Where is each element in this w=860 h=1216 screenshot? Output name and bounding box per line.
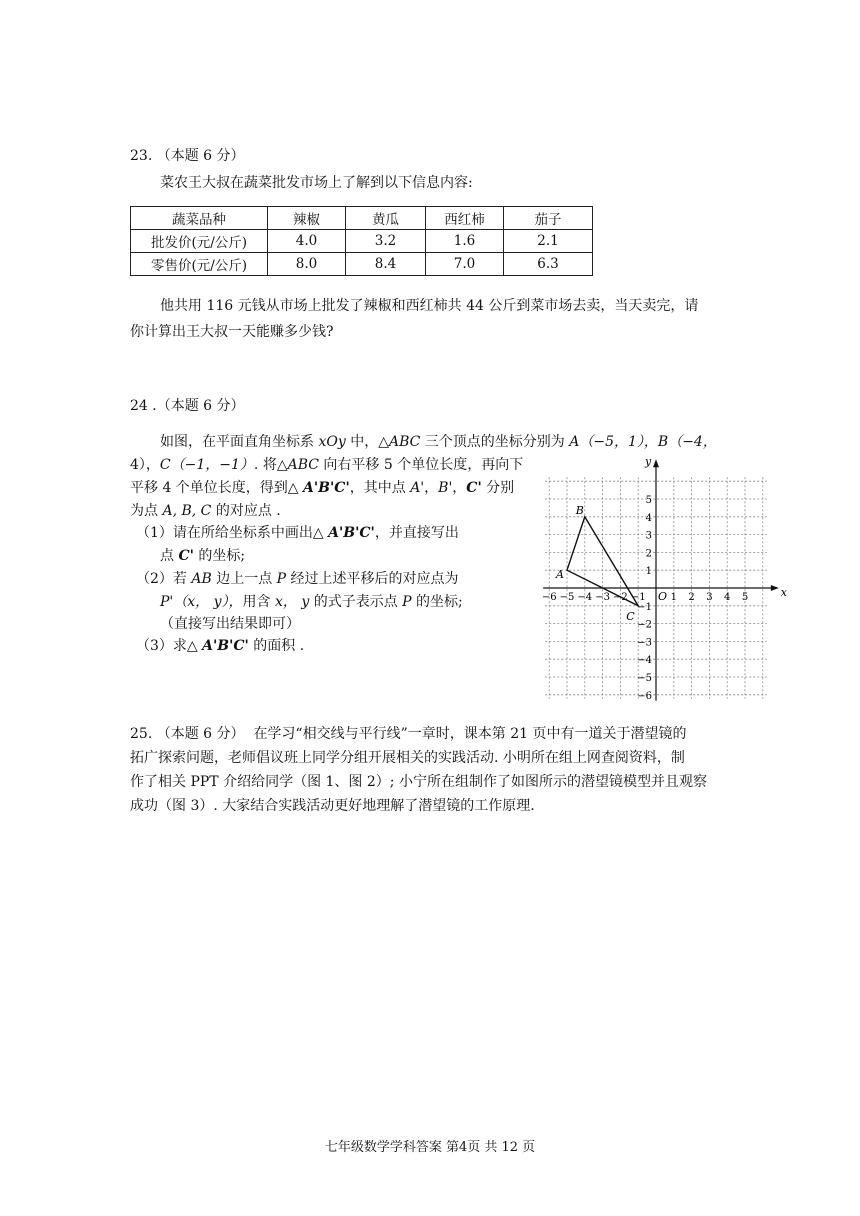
y-tick-label: −5: [637, 673, 652, 684]
table-cell: 8.0: [268, 253, 346, 276]
q24-line3: [130, 478, 514, 498]
coordinate-grid-svg: [541, 455, 796, 706]
table-cell: 4.0: [268, 230, 346, 253]
text: 分别: [481, 480, 515, 496]
text: ABC: [388, 434, 421, 450]
table-cell: 辣椒: [268, 207, 346, 230]
table-cell: 7.0: [426, 253, 504, 276]
q24-line4: [130, 501, 281, 521]
q24-sub3: [136, 636, 304, 656]
q24-sub1: [136, 523, 459, 543]
q24-sub2: [136, 569, 459, 589]
point-label: B: [575, 503, 584, 517]
text: 的式子表示点: [309, 594, 403, 610]
text: ，其中点: [349, 480, 411, 496]
coordinate-grid: [541, 455, 796, 706]
text: 的面积 .: [248, 638, 305, 654]
q25-line1: [130, 724, 686, 744]
text: 的坐标;: [193, 548, 246, 564]
point-label: A: [556, 568, 564, 582]
text: A': [410, 480, 425, 496]
text: C（−1，−1）: [159, 457, 254, 473]
q24-line1: [160, 432, 717, 452]
text: C': [466, 480, 482, 496]
text: B': [438, 480, 453, 496]
q24-header: 24 .（本题 6 分）: [130, 398, 245, 414]
x-tick-label: 1: [670, 592, 677, 603]
y-tick-label: −4: [637, 655, 652, 667]
text: C': [178, 548, 194, 564]
text: xOy: [318, 434, 346, 450]
q25-line3: 作了相关 PPT 介绍给同学（图 1、图 2）; 小宁所在组制作了如图所示的潜望镜模型并且观察: [130, 774, 707, 790]
table-cell: 8.4: [346, 253, 426, 276]
x-tick-label: −6: [541, 592, 557, 603]
x-tick-label: 3: [706, 592, 713, 603]
y-axis-arrow-icon: [653, 459, 659, 467]
text: 的坐标;: [411, 594, 463, 610]
text: （2）若: [136, 571, 192, 587]
x-tick-label: −1: [630, 592, 646, 603]
text: 用含: [242, 594, 275, 610]
text: A（−5，1），B（−4，: [569, 434, 717, 450]
page-footer: 七年级数学学科答案 第4页 共 12 页: [324, 1140, 536, 1155]
y-tick-label: 3: [645, 530, 652, 542]
text: 点: [160, 548, 179, 564]
x-tick-label: −4: [577, 592, 593, 603]
table-cell: 蔬菜品种: [131, 207, 268, 230]
text: . 将△: [253, 457, 288, 473]
x-tick-label: 5: [741, 592, 749, 603]
q25-header: 25. （本题 6 分）: [130, 726, 245, 742]
y-tick-label: −6: [637, 690, 652, 702]
table-header-row: [131, 207, 593, 230]
text: P'（x， y），: [160, 594, 243, 610]
y-tick-label: 1: [645, 566, 652, 578]
y-tick-label: 5: [645, 495, 652, 506]
x-axis-arrow-icon: [771, 585, 779, 591]
table-cell: 6.3: [504, 253, 593, 276]
q25-line4: 成功（图 3）. 大家结合实践活动更好地理解了潜望镜的工作原理.: [130, 798, 535, 814]
table-cell: 西红柿: [426, 207, 504, 230]
table-cell: 2.1: [504, 230, 593, 253]
q24-sub2-note: （直接写出结果即可）: [160, 616, 300, 632]
q25-line2: 拓广探索问题，老师倡议班上同学分组开展相关的实践活动. 小明所在组上网查阅资料，制: [130, 750, 685, 766]
x-tick-label: −3: [595, 592, 610, 603]
point-label: C: [626, 609, 635, 623]
q23-question-line1: 他共用 116 元钱从市场上批发了辣椒和西红柿共 44 公斤到菜市场去卖，当天卖完，请: [160, 298, 699, 314]
table-cell: 茄子: [504, 207, 593, 230]
x-tick-label: 4: [724, 592, 731, 603]
text: 向右平移 5 个单位长度，再向下: [318, 457, 524, 473]
x-axis-label: x: [780, 586, 788, 599]
text: 4），: [130, 457, 160, 473]
y-tick-label: 2: [645, 548, 652, 560]
vegetable-price-table: [130, 206, 593, 276]
x-tick-label: −5: [559, 592, 575, 603]
y-axis-label: y: [645, 455, 652, 469]
x-tick-label: −2: [613, 592, 628, 603]
y-tick-label: −3: [637, 637, 652, 649]
table-cell: 批发价(元/公斤): [131, 230, 268, 253]
origin-label: O: [658, 590, 668, 603]
q24-sub2-cont: [160, 592, 463, 612]
text: 如图，在平面直角坐标系: [160, 434, 319, 450]
text: A'B'C': [303, 480, 350, 496]
q24-line2: [130, 455, 523, 475]
text: （1）请在所给坐标系中画出△: [136, 525, 329, 541]
table-cell: 零售价(元/公斤): [131, 253, 268, 276]
table-cell: 1.6: [426, 230, 504, 253]
text: 三个顶点的坐标分别为: [420, 434, 570, 450]
text: 在学习“相交线与平行线”一章时，课本第 21 页中有一道关于潜望镜的: [253, 726, 687, 742]
text: 经过上述平移后的对应点为: [286, 571, 459, 587]
text: P: [402, 594, 412, 610]
text: A'B'C': [328, 525, 375, 541]
text: A, B, C: [162, 503, 212, 519]
q23-question-line2: 你计算出王大叔一天能赚多少钱?: [130, 324, 334, 340]
table-row: [131, 253, 593, 276]
text: 平移 4 个单位长度，得到△: [130, 480, 304, 496]
table-cell: 黄瓜: [346, 207, 426, 230]
x-tick-label: 2: [688, 592, 695, 603]
q24-sub1-cont: [160, 546, 245, 566]
y-tick-label: 4: [645, 512, 652, 524]
table-cell: 3.2: [346, 230, 426, 253]
text: 中，△: [345, 434, 389, 450]
text: P: [276, 571, 287, 587]
text: ，: [452, 480, 467, 496]
y-tick-label: −2: [637, 619, 652, 631]
text: x， y: [274, 594, 310, 610]
text: 为点: [130, 503, 163, 519]
text: AB: [191, 571, 212, 587]
q23-intro: 菜农王大叔在蔬菜批发市场上了解到以下信息内容:: [160, 175, 473, 191]
text: 边上一点: [211, 571, 277, 587]
text: A'B'C': [202, 638, 249, 654]
text: ，并直接写出: [374, 525, 459, 541]
table-row: [131, 230, 593, 253]
y-tick-label: −1: [637, 601, 652, 613]
q23-header: 23. （本题 6 分）: [130, 148, 245, 164]
text: ABC: [287, 457, 319, 473]
text: 的对应点 .: [211, 503, 281, 519]
text: （3）求△: [136, 638, 203, 654]
text: ，: [424, 480, 439, 496]
